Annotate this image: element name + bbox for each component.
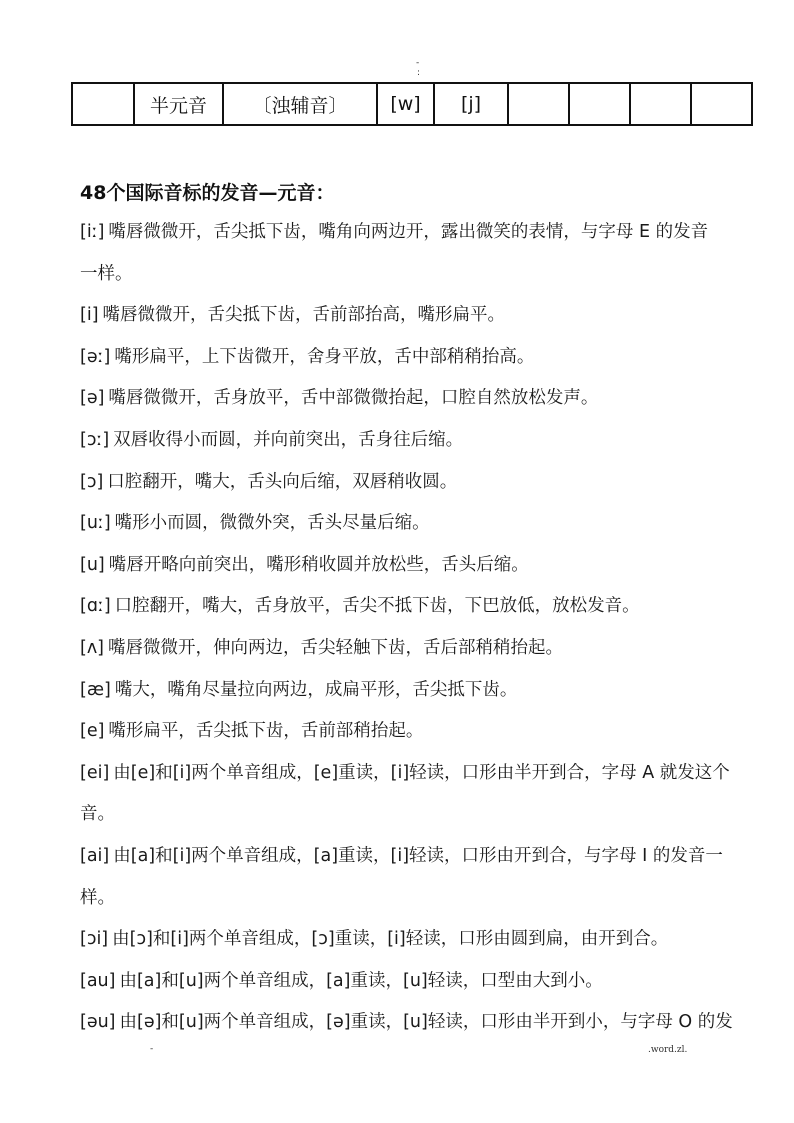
footer-site-label: .word.zl.: [648, 1045, 688, 1055]
phonetic-symbol: [iː]: [80, 222, 105, 242]
description: 口腔翻开，嘴大，舌头向后缩，双唇稍收圆。: [107, 471, 458, 492]
table-cell-empty-1: [72, 83, 134, 125]
text-line: [80, 878, 765, 920]
description: 嘴大，嘴角尽量拉向两边，成扁平形，舌尖抵下齿。: [114, 679, 518, 700]
description: 由[ɔ]和[i]两个单音组成，[ɔ]重读，[i]轻读，口形由圆到扁，由开到合。: [112, 929, 669, 950]
description: 音。: [80, 804, 115, 825]
text-line: [80, 503, 765, 545]
footer-marker: -: [150, 1044, 154, 1054]
phonetic-symbol: [ə]: [80, 388, 105, 409]
description: 由[a]和[i]两个单音组成，[a]重读，[i]轻读，口形由开到合，与字母 I 的发音一: [113, 845, 723, 866]
description: 嘴唇微微开，伸向两边，舌尖轻触下齿，舌后部稍稍抬起。: [108, 637, 564, 658]
description: 样。: [80, 887, 115, 908]
section-title: 48个国际音标的发音—元音：: [80, 182, 335, 204]
description: 口腔翻开，嘴大，舌身放平，舌尖不抵下齿，下巴放低，放松发音。: [114, 596, 640, 617]
top-marker-colon: :: [417, 68, 421, 78]
phonetic-symbol: [æ]: [80, 679, 111, 700]
table-cell-empty-4: [630, 83, 691, 125]
text-line: [80, 711, 765, 753]
phonetic-symbol: [e]: [80, 721, 105, 742]
phonetic-symbol: [i]: [80, 305, 99, 326]
description: 嘴形小而圆，微微外突，舌头尽量后缩。: [114, 513, 430, 534]
phonetic-symbol: [uː]: [80, 513, 111, 534]
vowel-descriptions: [80, 212, 765, 1044]
phonetic-symbol: [ɑː]: [80, 596, 111, 617]
text-line: [80, 628, 765, 670]
phonetic-symbol: [əː]: [80, 346, 111, 367]
phonetic-table: [71, 82, 753, 126]
text-line: [80, 545, 765, 587]
text-line: [80, 753, 765, 795]
phonetic-symbol: [ɔi]: [80, 929, 109, 950]
text-line: [80, 794, 765, 836]
phonetic-symbol: [u]: [80, 554, 105, 575]
text-line: [80, 420, 765, 462]
description: 由[ə]和[u]两个单音组成，[ə]重读，[u]轻读，口形由半开到小，与字母 O 的发: [119, 1012, 733, 1033]
text-line: [80, 836, 765, 878]
text-line: [80, 462, 765, 504]
table-cell-voiced-consonant: 〔浊辅音〕: [223, 83, 377, 125]
text-line: [80, 919, 765, 961]
table-cell-semivowel: 半元音: [134, 83, 223, 125]
description: 嘴唇微微开，舌尖抵下齿，舌前部抬高，嘴形扁平。: [102, 305, 506, 326]
text-line: [80, 378, 765, 420]
description: 嘴形扁平，舌尖抵下齿，舌前部稍抬起。: [108, 721, 424, 742]
description: 嘴唇开略向前突出，嘴形稍收圆并放松些，舌头后缩。: [108, 554, 529, 575]
description: 双唇收得小而圆，并向前突出，舌身往后缩。: [113, 429, 464, 450]
text-line: [80, 212, 765, 254]
description: 嘴形扁平，上下齿微开，舍身平放，舌中部稍稍抬高。: [114, 346, 535, 367]
text-line: [80, 961, 765, 1003]
text-line: [80, 586, 765, 628]
text-line: [80, 254, 765, 296]
table-cell-empty-5: [691, 83, 752, 125]
description: 一样。: [80, 263, 133, 284]
phonetic-symbol: [ɔ]: [80, 471, 104, 492]
text-line: [80, 670, 765, 712]
description: 嘴唇微微开，舌身放平，舌中部微微抬起，口腔自然放松发声。: [108, 388, 599, 409]
phonetic-symbol: [ʌ]: [80, 637, 105, 658]
table-cell-empty-3: [569, 83, 630, 125]
table-cell-empty-2: [508, 83, 569, 125]
text-line: [80, 337, 765, 379]
phonetic-symbol: [ei]: [80, 762, 110, 783]
phonetic-symbol: [əu]: [80, 1012, 116, 1033]
table-cell-w: [w]: [377, 83, 434, 125]
phonetic-symbol: [ɔː]: [80, 429, 110, 450]
phonetic-symbol: [au]: [80, 970, 116, 991]
description: 由[e]和[i]两个单音组成，[e]重读，[i]轻读，口形由半开到合，字母 A 就发这个: [113, 762, 730, 783]
text-line: [80, 295, 765, 337]
table-row: [72, 83, 752, 125]
text-line: [80, 1002, 765, 1044]
table-cell-j: [j]: [434, 83, 508, 125]
description: 嘴唇微微开，舌尖抵下齿，嘴角向两边开，露出微笑的表情，与字母 E 的发音: [108, 222, 709, 242]
description: 由[a]和[u]两个单音组成，[a]重读，[u]轻读，口型由大到小。: [119, 970, 603, 991]
phonetic-symbol: [ai]: [80, 845, 110, 866]
top-marker: -: [416, 58, 420, 68]
